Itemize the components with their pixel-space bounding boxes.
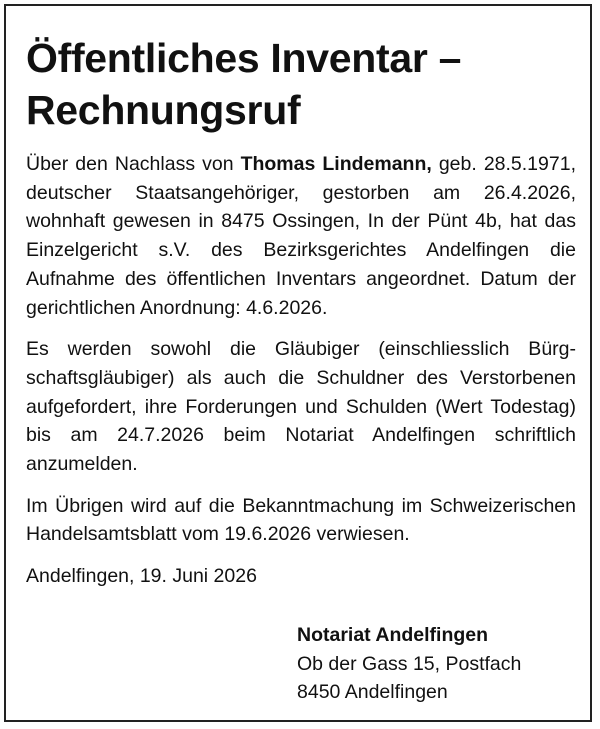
place-date: Andelfingen, 19. Juni 2026 [26, 565, 257, 588]
paragraph-estate-intro: Über den Nachlass von [26, 153, 241, 175]
signature-address-line-2: 8450 Andelfingen [297, 681, 448, 704]
title-line-2: Rechnungsruf [26, 87, 301, 133]
notice-box [4, 4, 592, 722]
signature-block [297, 621, 521, 707]
notice-title [26, 32, 578, 136]
paragraph-creditors: Es werden sowohl die Gläubiger (einschliesslich Bürgschaftsgläubiger) als auch die Schuldner des Verstorbenen aufgefordert, ihre Forderungen und Schulden (Wert Todestag) bis am 24.7.2026 beim Notariat Andelfingen schriftlich anzumelden. [26, 338, 576, 476]
signature-name: Notariat Andelfingen [297, 624, 489, 646]
signature-address-line-1: Ob der Gass 15, Postfach [297, 652, 522, 675]
deceased-name: Thomas Lindemann, [240, 153, 432, 175]
title-line-1: Öffentliches Inventar – [26, 35, 462, 81]
paragraph-estate [26, 150, 576, 322]
paragraph-reference: Im Übrigen wird auf die Bekanntmachung im Schweizerischen Handelsamtsblatt vom 19.6.2026 verwiesen. [26, 494, 576, 546]
notice-body [26, 150, 576, 591]
paragraph-estate-details: geb. 28.5.1971, deutscher Staatsangehöriger, gestorben am 26.4.2026, wohnhaft gewesen in 8475 Ossingen, In der Pünt 4b, hat das Einzelgericht s.V. des Bezirksgerichtes Andelfingen die Aufnahme des öffentlichen Inventars angeordnet. Datum der gerichtlichen Anordnung: 4.6.2026. [26, 153, 576, 319]
